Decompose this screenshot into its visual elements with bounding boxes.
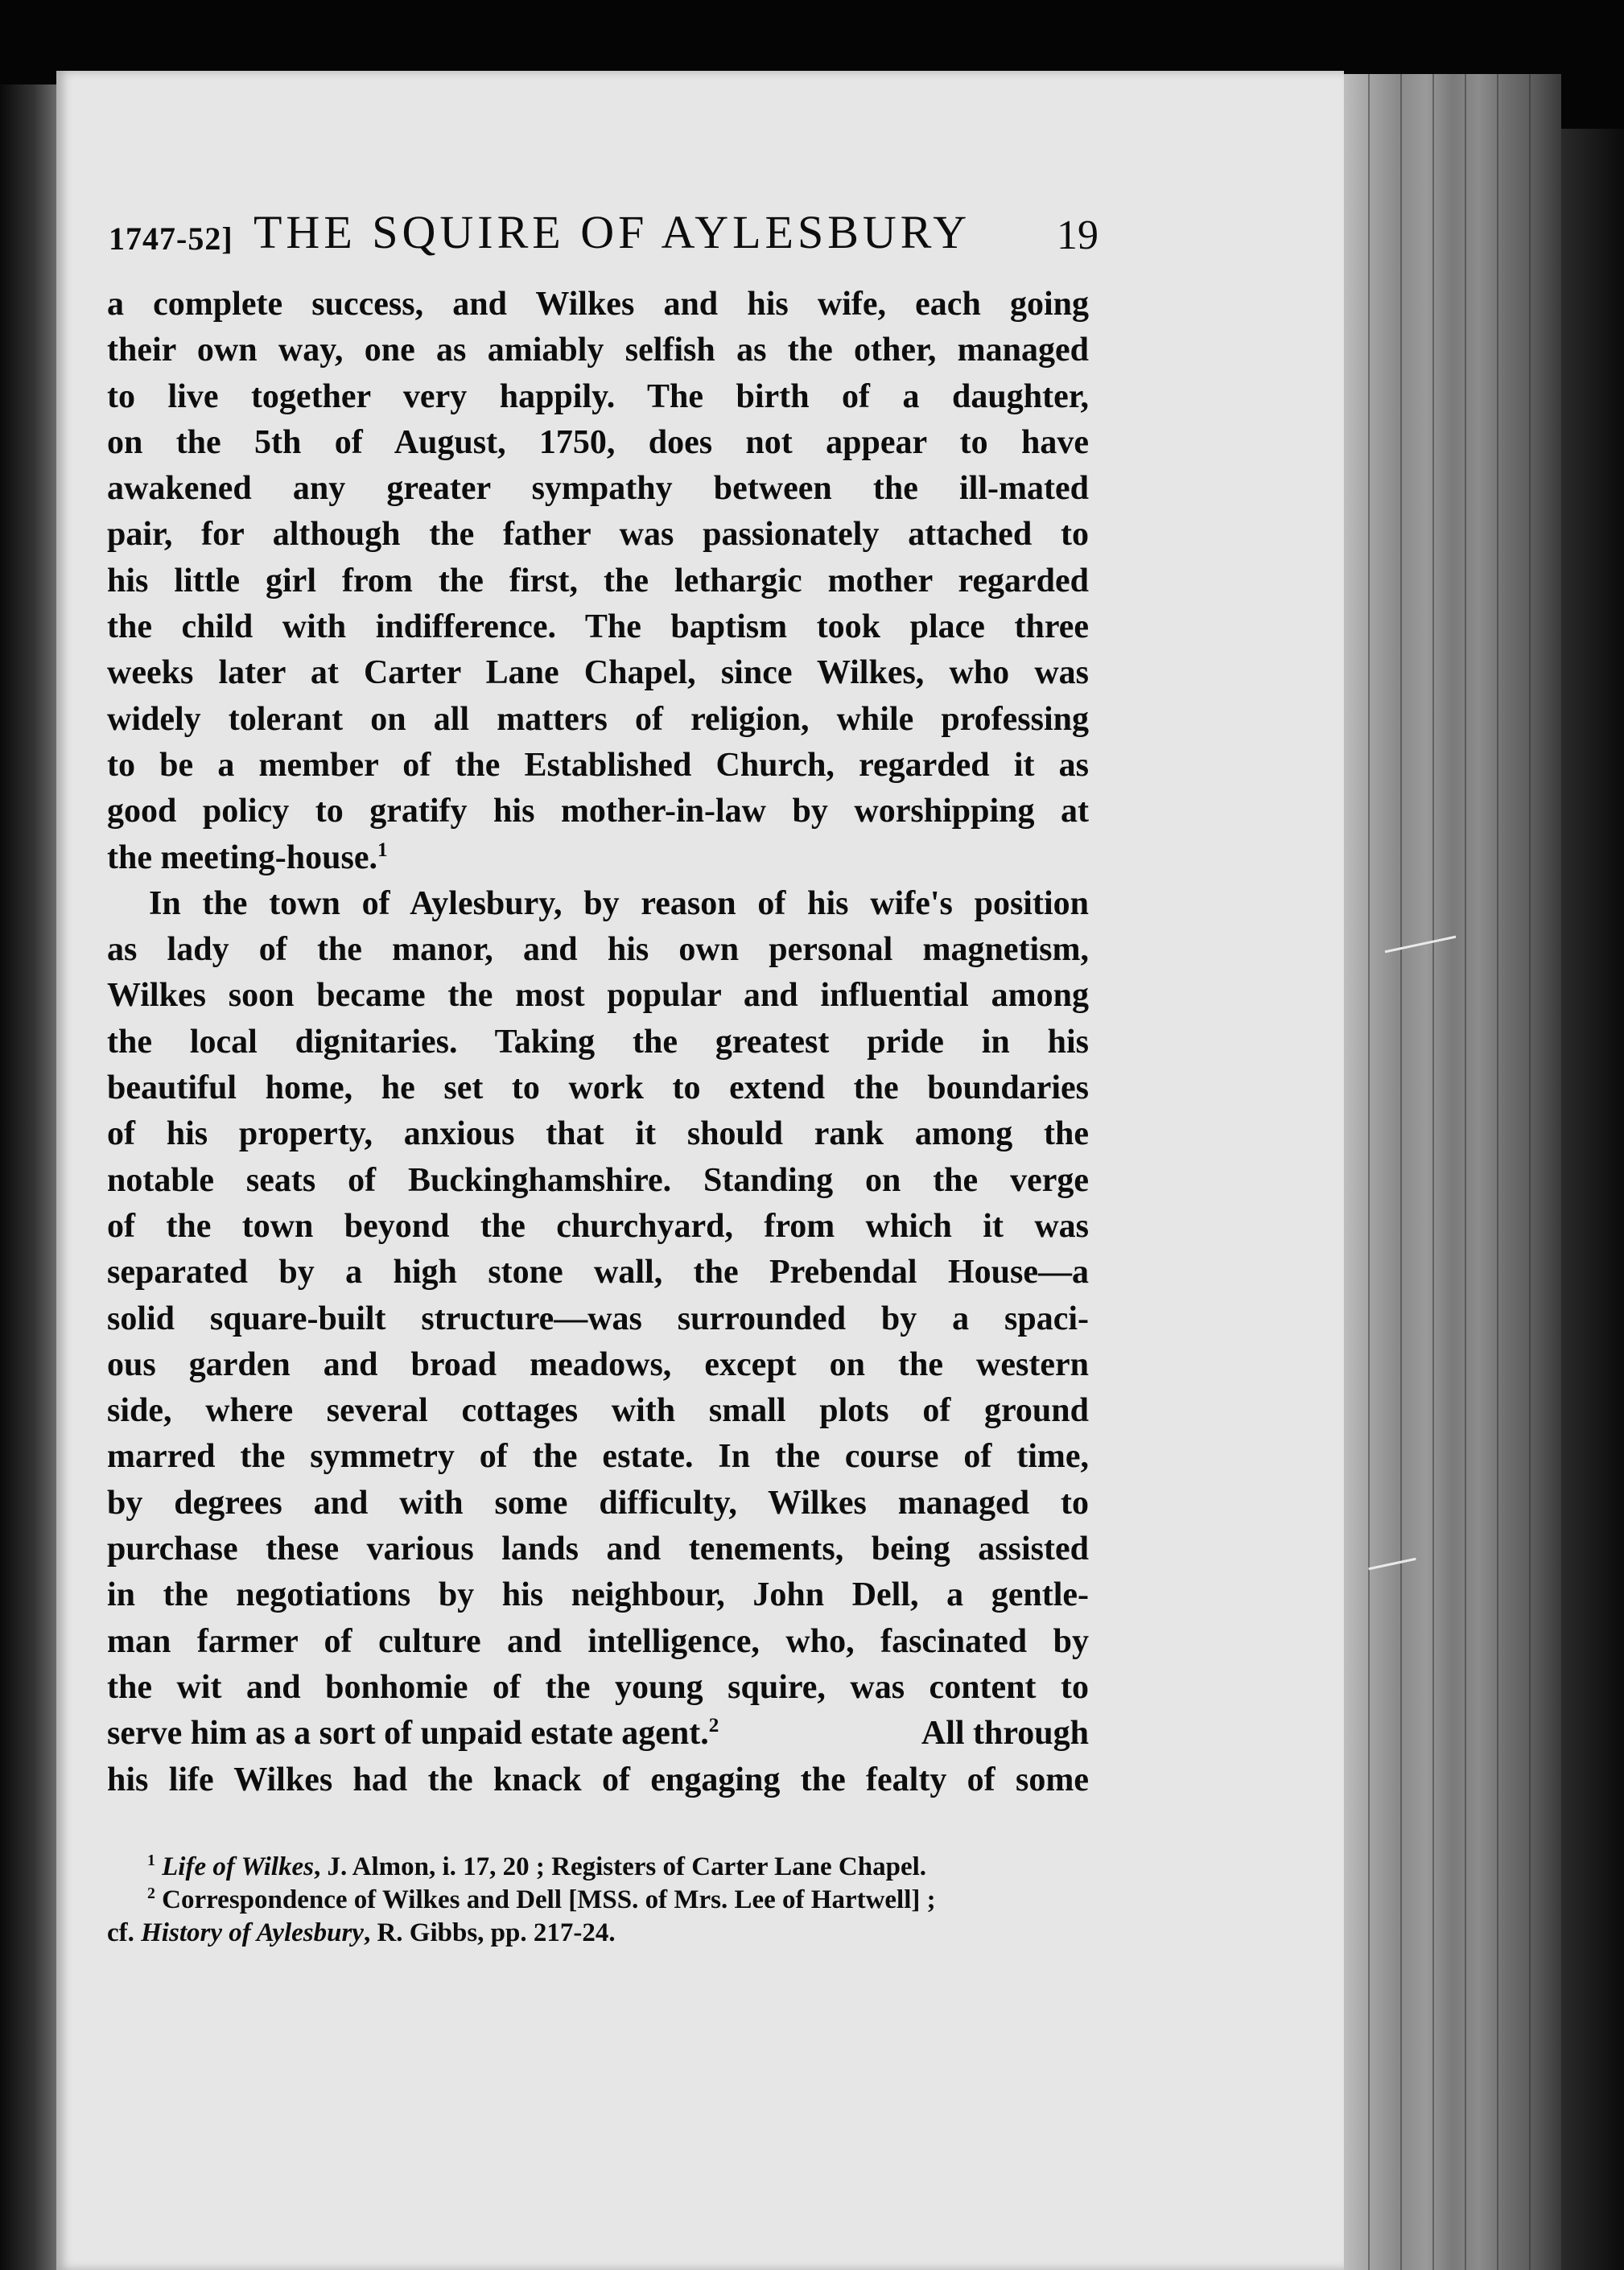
footnote-marker: 1 [147,1852,155,1869]
body-line: his life Wilkes had the knack of engaging the fealty of some [107,1761,1089,1798]
body-line: good policy to gratify his mother-in-law by worshipping at [107,793,1089,830]
body-line: pair, for although the father was passionately attached to [107,516,1089,554]
body-line-segment: All through [921,1715,1089,1753]
book-gutter-shadow [0,84,56,2270]
body-line: the local dignitaries. Taking the greatest pride in his [107,1023,1089,1061]
body-line: the wit and bonhomie of the young squire, was content to [107,1668,1089,1706]
footnote-title: Life of Wilkes [162,1852,314,1881]
body-line: by degrees and with some difficulty, Wilkes managed to [107,1484,1089,1522]
body-line: to live together very happily. The birth of a daughter, [107,377,1089,415]
body-line: in the negotiations by his neighbour, John Dell, a gentle- [107,1576,1089,1614]
footnote-2 [107,1884,1089,1917]
footnote-text: Correspondence of Wilkes and Dell [MSS. of Mrs. Lee of Hartwell] ; [162,1885,936,1914]
footnote-text: cf. [107,1918,142,1947]
body-line: purchase these various lands and tenements, being assisted [107,1530,1089,1568]
body-line: weeks later at Carter Lane Chapel, since Wilkes, who was [107,654,1089,692]
footnote-text: , R. Gibbs, pp. 217-24. [363,1918,616,1947]
body-line: to be a member of the Established Church, regarded it as [107,746,1089,784]
footnote-2-continued [107,1917,1089,1950]
body-line: notable seats of Buckinghamshire. Standing on the verge [107,1161,1089,1199]
body-line: widely tolerant on all matters of religion, while professing [107,700,1089,738]
body-line-text [107,1711,719,1757]
footnote-ref: 2 [708,1715,719,1737]
body-line: his little girl from the first, the lethargic mother regarded [107,562,1089,599]
body-line: as lady of the manor, and his own personal magnetism, [107,931,1089,969]
body-line-segment: serve him as a sort of unpaid estate agent. [107,1715,709,1753]
book-spine [1561,129,1624,2270]
body-line: Wilkes soon became the most popular and influential among [107,977,1089,1015]
page-edges [1344,74,1561,2270]
running-head-title: THE SQUIRE OF AYLESBURY [253,206,971,258]
footnote-title: History of Aylesbury [141,1918,364,1947]
footnotes [107,1851,1089,1950]
footnote-ref: 1 [377,838,388,861]
body-line: of the town beyond the churchyard, from which it was [107,1207,1089,1245]
body-line-text: the meeting-house. [107,838,377,876]
footnote-marker: 2 [147,1885,155,1902]
footnote-1 [107,1851,1089,1884]
body-line: their own way, one as amiably selfish as the other, managed [107,332,1089,369]
body-line: of his property, anxious that it should rank among the [107,1115,1089,1153]
body-line: on the 5th of August, 1750, does not appear to have [107,423,1089,461]
body-line: beautiful home, he set to work to extend the boundaries [107,1069,1089,1107]
running-head-dates: 1747-52] [109,220,233,257]
page-number: 19 [1057,212,1098,258]
body-text [107,282,1089,1803]
body-line: separated by a high stone wall, the Prebendal House—a [107,1254,1089,1292]
body-line: awakened any greater sympathy between the ill-mated [107,470,1089,508]
body-line: side, where several cottages with small plots of ground [107,1392,1089,1430]
body-line: man farmer of culture and intelligence, who, fascinated by [107,1622,1089,1660]
body-line-paragraph-start: In the town of Aylesbury, by reason of his wife's position [149,884,1089,922]
footnote-text: , J. Almon, i. 17, 20 ; Registers of Carter Lane Chapel. [313,1852,927,1881]
body-line: ous garden and broad meadows, except on the western [107,1345,1089,1383]
running-head [109,205,1098,262]
body-line: marred the symmetry of the estate. In the course of time, [107,1438,1089,1476]
body-line: a complete success, and Wilkes and his wife, each going [107,286,1089,323]
body-line-with-note [107,1711,1089,1757]
body-line-paragraph-end [107,835,1089,881]
body-line: solid square-built structure—was surrounded by a spaci- [107,1300,1089,1337]
body-line: the child with indifference. The baptism took place three [107,608,1089,646]
